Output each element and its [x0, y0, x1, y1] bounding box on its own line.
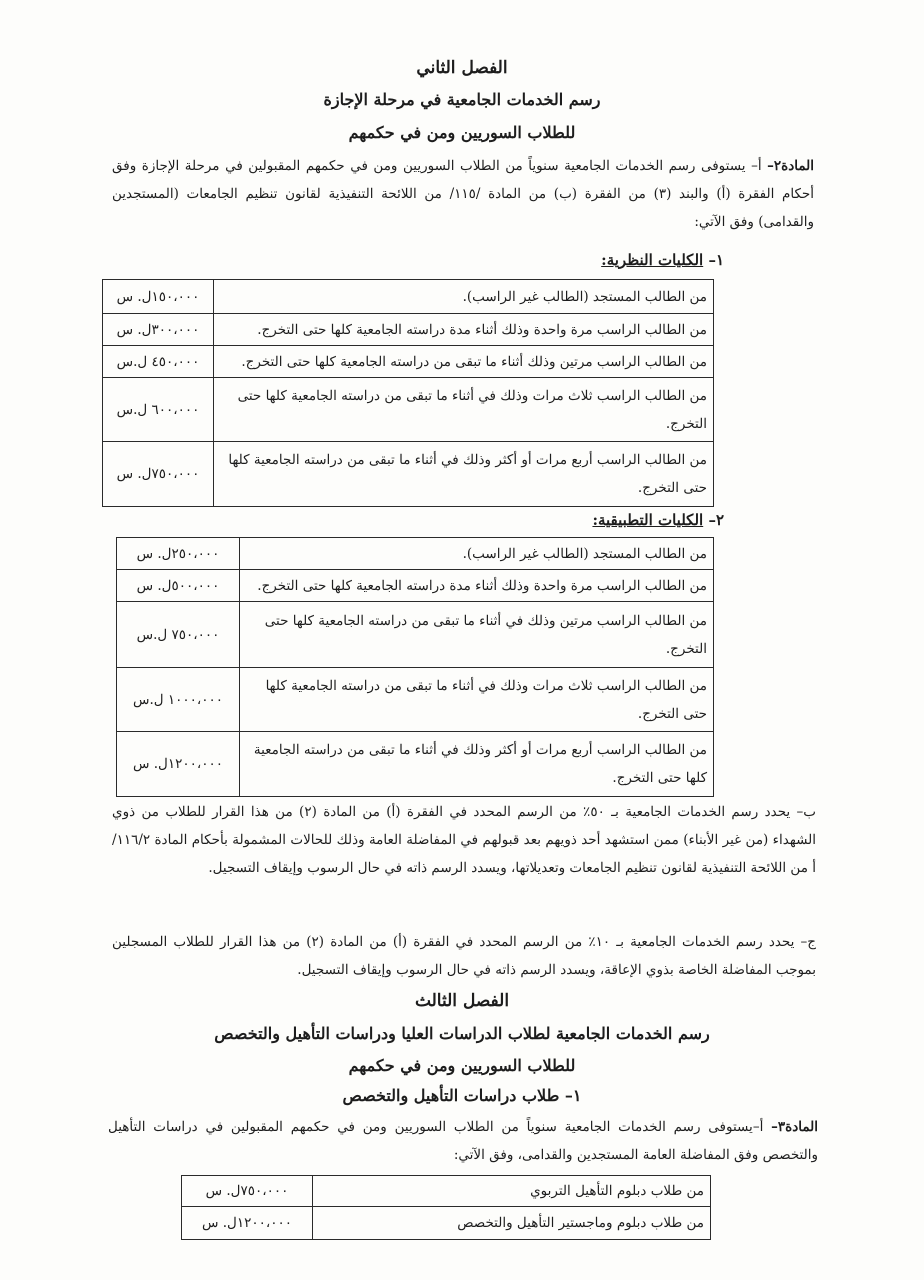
fee-amount: ١٥٠،٠٠٠ل. س: [103, 280, 214, 314]
article-3-label: المادة٣–: [771, 1119, 818, 1135]
fee-amount: ١٢٠٠،٠٠٠ل. س: [117, 732, 240, 797]
applied-heading: [592, 511, 724, 529]
fee-description: من الطالب المستجد (الطالب غير الراسب).: [240, 538, 714, 570]
fee-description: من طلاب دبلوم التأهيل التربوي: [313, 1176, 711, 1207]
chapter-3-title: الفصل الثالث: [414, 991, 510, 1011]
fee-description: من الطالب المستجد (الطالب غير الراسب).: [214, 280, 714, 314]
article-2-para-b: ب– يحدد رسم الخدمات الجامعية بـ ٥٠٪ من الرسم المحدد في الفقرة (أ) من المادة (٢) من هذا القرار للطلاب من ذوي الشهداء (من غير الأبناء) ممن استشهد أحد ذويهم بعد قبولهم في المفاضلة العامة وذلك للحالات المشمولة بأحكام المادة ١١٦/٢/أ من اللائحة التنفيذية لقانون تنظيم الجامعات وتعديلاتها، ويسدد الرسم ذاته في حال الرسوب وإيقاف التسجيل.: [112, 804, 816, 876]
fee-amount: ١٠٠٠،٠٠٠ ل.س: [117, 668, 240, 732]
chapter-3-section-heading: ١– طلاب دراسات التأهيل والتخصص: [342, 1086, 582, 1105]
chapter-2-subtitle-2: للطلاب السوريين ومن في حكمهم: [348, 123, 576, 142]
table-row: [182, 1207, 711, 1240]
table-row: [103, 378, 714, 442]
article-3-fees-table: [181, 1175, 711, 1240]
article-2-paragraph: [112, 152, 814, 236]
applied-heading-label: الكليات التطبيقية:: [592, 511, 704, 529]
article-3-paragraph: [108, 1113, 818, 1169]
theory-heading-label: الكليات النظرية:: [601, 251, 704, 269]
table-row: [117, 732, 714, 797]
chapter-2-subtitle: رسم الخدمات الجامعية في مرحلة الإجازة: [323, 90, 601, 109]
table-row: [182, 1176, 711, 1207]
chapter-3-subtitle-2: للطلاب السوريين ومن في حكمهم: [348, 1056, 576, 1075]
fee-amount: ٥٠٠،٠٠٠ل. س: [117, 570, 240, 602]
fee-description: من الطالب الراسب مرة واحدة وذلك أثناء مدة دراسته الجامعية كلها حتى التخرج.: [240, 570, 714, 602]
fee-description: من الطالب الراسب أربع مرات أو أكثر وذلك في أثناء ما تبقى من دراسته الجامعية كلها حتى التخرج.: [214, 442, 714, 507]
theory-heading: [601, 251, 724, 269]
fee-description: من الطالب الراسب ثلاث مرات وذلك في أثناء ما تبقى من دراسته الجامعية كلها حتى التخرج.: [214, 378, 714, 442]
chapter-3-subtitle: رسم الخدمات الجامعية لطلاب الدراسات العليا ودراسات التأهيل والتخصص: [214, 1024, 710, 1043]
fee-amount: ٦٠٠،٠٠٠ ل.س: [103, 378, 214, 442]
article-2-prefix: أ–: [751, 158, 762, 174]
applied-heading-number: ٢–: [708, 511, 724, 529]
table-row: [103, 346, 714, 378]
fee-amount: ٣٠٠،٠٠٠ل. س: [103, 314, 214, 346]
theory-fees-table: [102, 279, 714, 507]
fee-description: من الطالب الراسب مرتين وذلك أثناء ما تبقى من دراسته الجامعية كلها حتى التخرج.: [214, 346, 714, 378]
fee-amount: ٧٥٠،٠٠٠ل. س: [182, 1176, 313, 1207]
fee-amount: ٤٥٠،٠٠٠ ل.س: [103, 346, 214, 378]
fee-amount: ١٢٠٠،٠٠٠ل. س: [182, 1207, 313, 1240]
table-row: [103, 442, 714, 507]
fee-description: من الطالب الراسب مرة واحدة وذلك أثناء مدة دراسته الجامعية كلها حتى التخرج.: [214, 314, 714, 346]
fee-description: من طلاب دبلوم وماجستير التأهيل والتخصص: [313, 1207, 711, 1240]
article-2-label: المادة٢–: [767, 158, 815, 174]
fee-description: من الطالب الراسب مرتين وذلك في أثناء ما تبقى من دراسته الجامعية كلها حتى التخرج.: [240, 602, 714, 668]
article-2-text: يستوفى رسم الخدمات الجامعية سنوياً من الطلاب السوريين ومن في حكمهم المقبولين في مرحلة الإجازة وفق أحكام الفقرة (أ) والبند (٣) من الفقرة (ب) من المادة /١١٥/ من اللائحة التنفيذية لقانون تنظيم الجامعات (المستجدين والقدامى) وفق الآتي:: [112, 158, 815, 230]
article-3-text: أ–يستوفى رسم الخدمات الجامعية سنوياً من الطلاب السوريين ومن في حكمهم المقبولين في دراسات التأهيل والتخصص وفق المفاضلة العامة المستجدين والقدامى، وفق الآتي:: [108, 1119, 818, 1163]
table-row: [117, 570, 714, 602]
table-row: [103, 314, 714, 346]
chapter-2-title: الفصل الثاني: [416, 58, 508, 78]
fee-description: من الطالب الراسب ثلاث مرات وذلك في أثناء ما تبقى من دراسته الجامعية كلها حتى التخرج.: [240, 668, 714, 732]
table-row: [103, 280, 714, 314]
article-2-para-c: ج– يحدد رسم الخدمات الجامعية بـ ١٠٪ من الرسم المحدد في الفقرة (أ) من المادة (٢) من هذا القرار للطلاب المسجلين بموجب المفاضلة الخاصة بذوي الإعاقة، ويسدد الرسم ذاته في حال الرسوب وإيقاف التسجيل.: [112, 934, 817, 978]
theory-heading-number: ١–: [708, 251, 724, 269]
table-row: [117, 602, 714, 668]
table-row: [117, 668, 714, 732]
applied-fees-table: [116, 537, 714, 797]
fee-amount: ٧٥٠،٠٠٠ل. س: [103, 442, 214, 507]
fee-amount: ٢٥٠،٠٠٠ل. س: [117, 538, 240, 570]
table-row: [117, 538, 714, 570]
fee-description: من الطالب الراسب أربع مرات أو أكثر وذلك في أثناء ما تبقى من دراسته الجامعية كلها حتى التخرج.: [240, 732, 714, 797]
fee-amount: ٧٥٠،٠٠٠ ل.س: [117, 602, 240, 668]
